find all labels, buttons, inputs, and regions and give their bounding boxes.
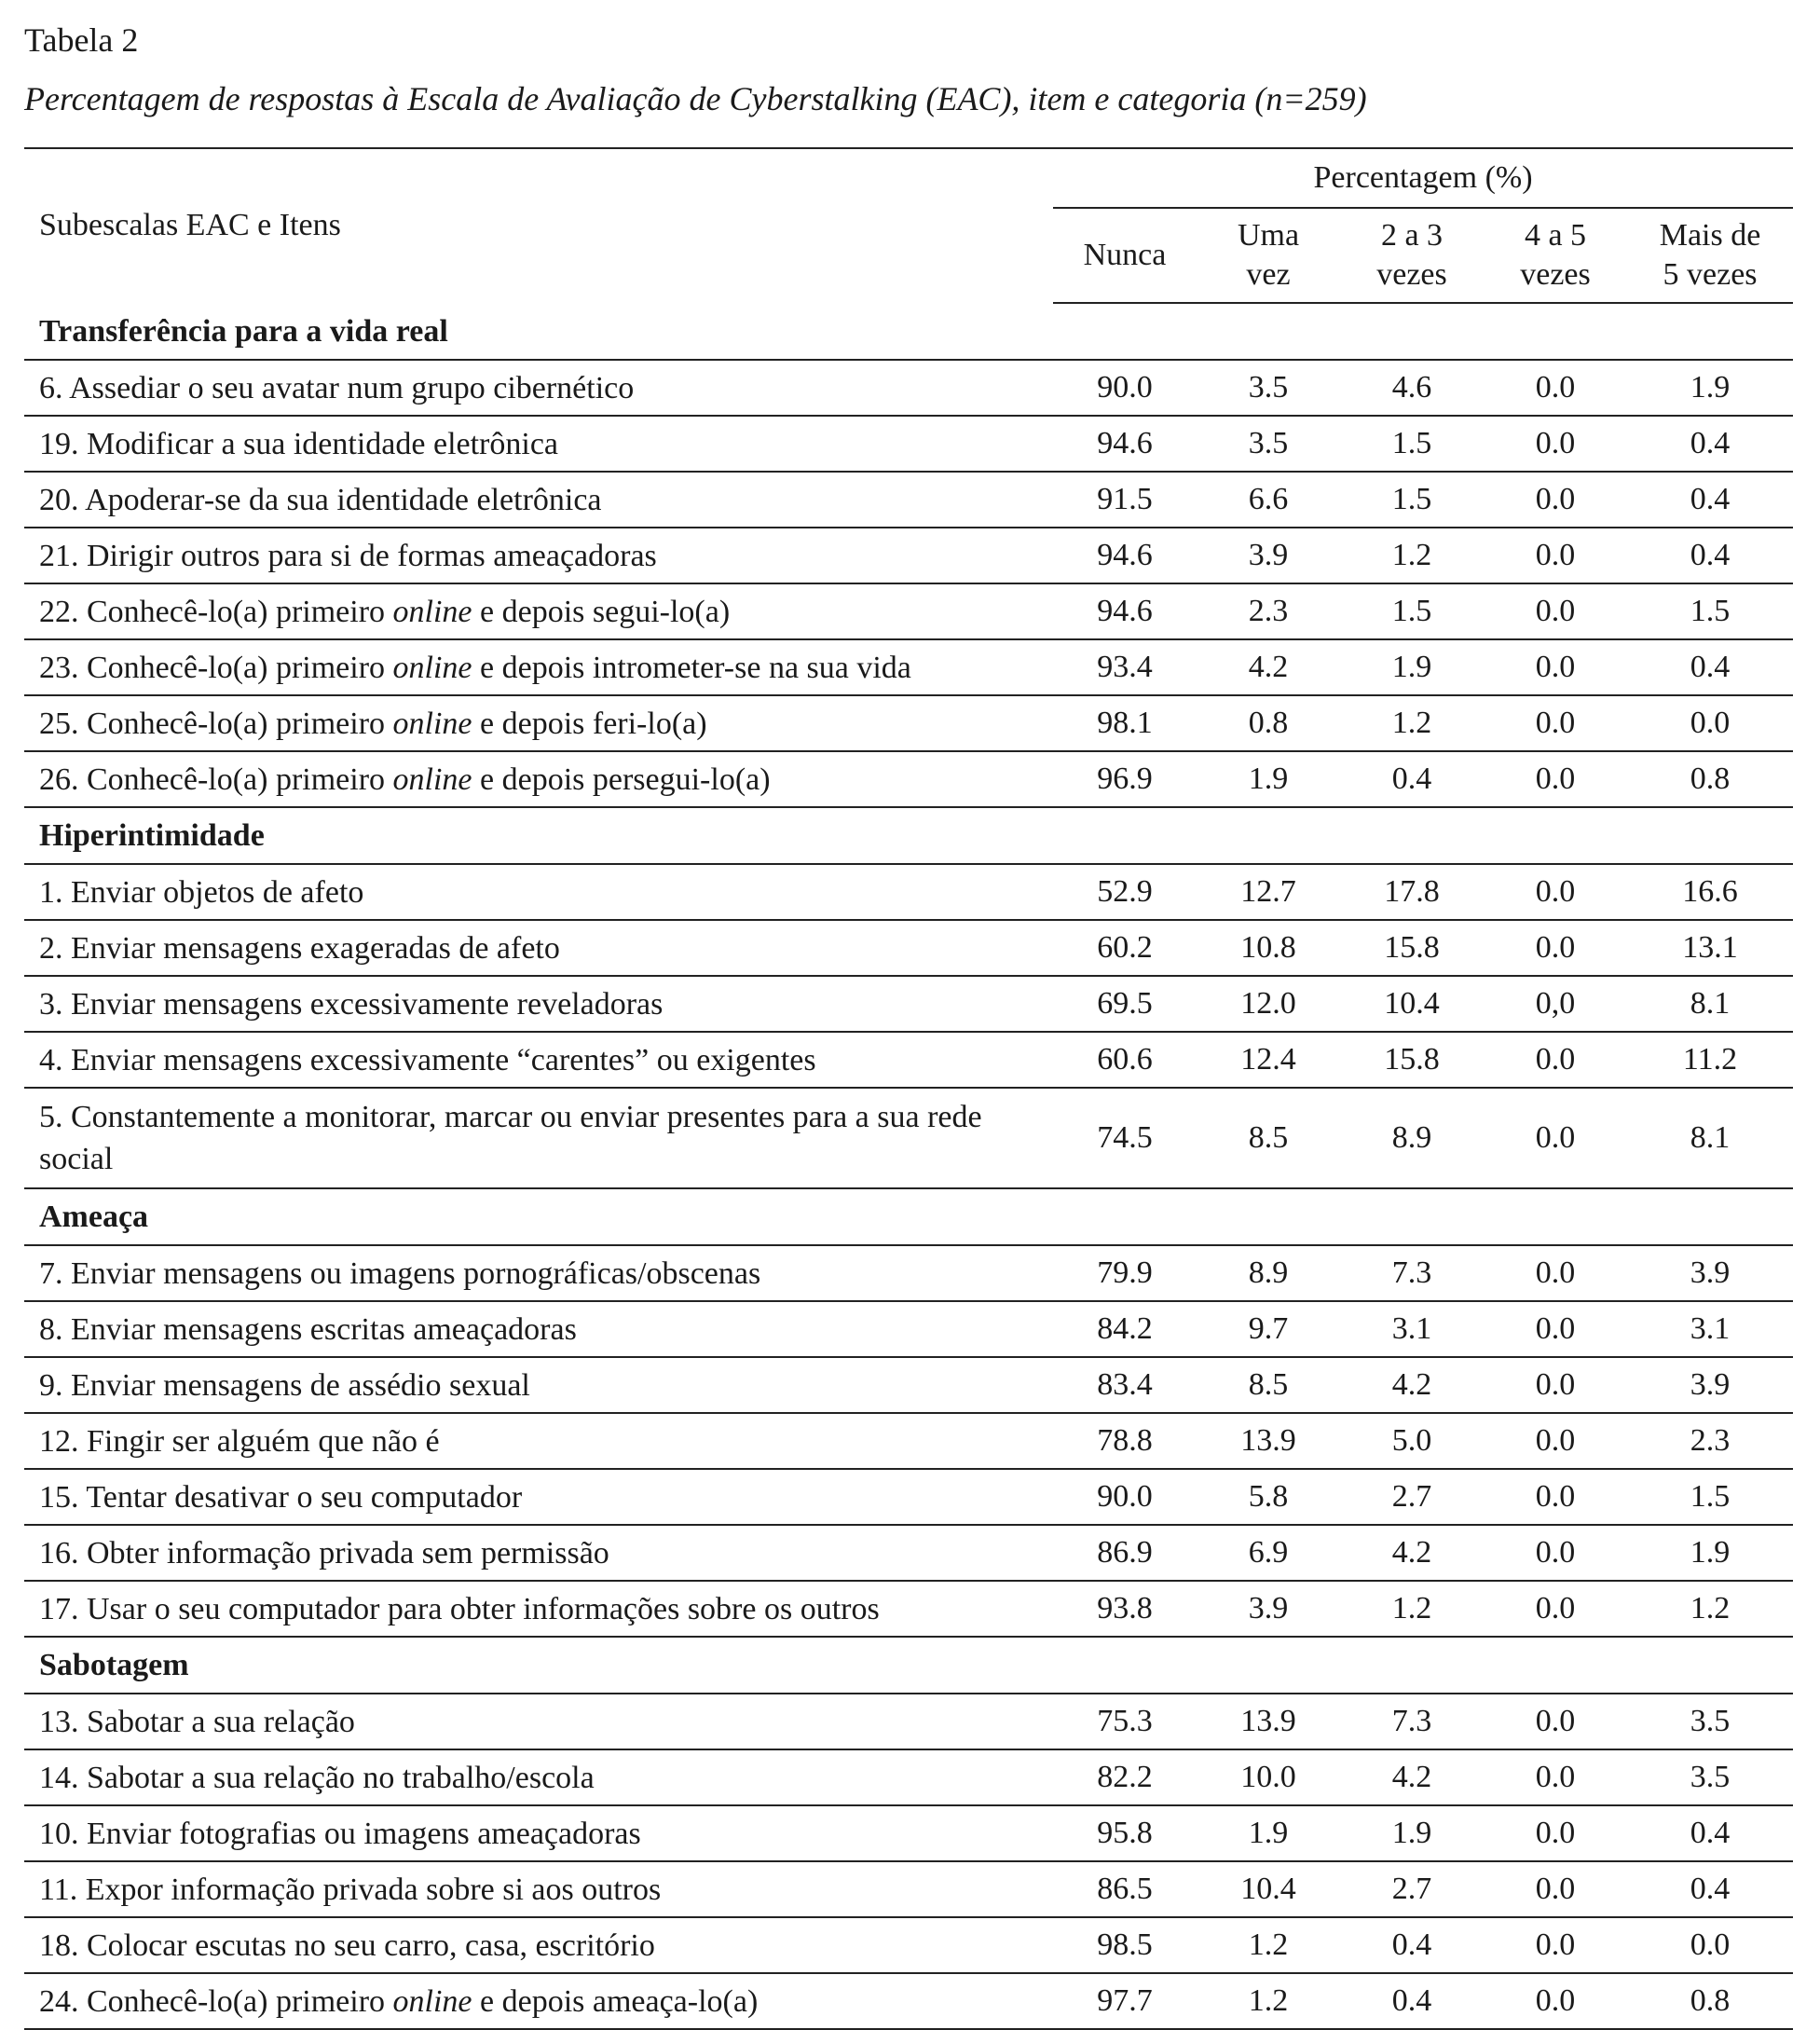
value-cell: 8.1	[1627, 976, 1793, 1032]
section-title: Ameaça	[24, 1188, 1793, 1245]
value-cell: 0.0	[1484, 1749, 1627, 1805]
value-cell: 0.0	[1484, 583, 1627, 639]
value-cell: 91.5	[1053, 472, 1197, 528]
item-text: 24. Conhecê-lo(a) primeiro	[39, 1983, 393, 2019]
item-text: 8. Enviar mensagens escritas ameaçadoras	[39, 1311, 577, 1347]
table-row	[24, 1357, 1793, 1413]
value-cell: 8.5	[1197, 1357, 1340, 1413]
value-cell: 78.8	[1053, 1413, 1197, 1469]
column-header	[1053, 208, 1197, 303]
table-row	[24, 528, 1793, 583]
item-text: 6. Assediar o seu avatar num grupo cibernético	[39, 370, 635, 405]
table-row	[24, 1917, 1793, 1973]
item-label	[24, 1694, 1053, 1749]
value-cell: 0,0	[1484, 976, 1627, 1032]
item-text: e depois intrometer-se na sua vida	[472, 650, 911, 685]
value-cell: 0.8	[1627, 1973, 1793, 2029]
item-text: 16. Obter informação privada sem permissão	[39, 1535, 609, 1571]
section-row	[24, 1637, 1793, 1694]
item-text: 23. Conhecê-lo(a) primeiro	[39, 650, 393, 685]
value-cell: 0.0	[1484, 1088, 1627, 1188]
item-text-italic: online	[392, 650, 472, 685]
value-cell: 1.9	[1340, 639, 1484, 695]
value-cell: 97.7	[1053, 1973, 1197, 2029]
value-cell: 69.5	[1053, 976, 1197, 1032]
item-label	[24, 528, 1053, 583]
item-label	[24, 1917, 1053, 1973]
value-cell: 12.7	[1197, 864, 1340, 920]
table-caption: Percentagem de respostas à Escala de Avaliação de Cyberstalking (EAC), item e categoria (n=259)	[24, 80, 1367, 117]
value-cell: 3.5	[1627, 1694, 1793, 1749]
value-cell: 0.0	[1484, 1413, 1627, 1469]
item-label	[24, 976, 1053, 1032]
section-title: Transferência para a vida real	[24, 303, 1793, 360]
value-cell: 13.1	[1627, 920, 1793, 976]
item-text-italic: online	[392, 706, 472, 741]
value-cell: 0.4	[1627, 472, 1793, 528]
column-header	[1484, 208, 1627, 303]
table-label: Tabela 2	[24, 21, 139, 59]
value-cell: 0.0	[1484, 472, 1627, 528]
group-header: Percentagem (%)	[1053, 148, 1793, 208]
value-cell: 13.9	[1197, 1413, 1340, 1469]
value-cell: 0.0	[1484, 639, 1627, 695]
value-cell: 0.4	[1627, 639, 1793, 695]
value-cell: 2.3	[1627, 1413, 1793, 1469]
value-cell: 3.1	[1340, 1301, 1484, 1357]
item-text: 1. Enviar objetos de afeto	[39, 874, 364, 910]
item-text: 11. Expor informação privada sobre si aos outros	[39, 1872, 662, 1907]
column-header-line2: vezes	[1520, 257, 1591, 292]
value-cell: 0.4	[1627, 416, 1793, 472]
item-label	[24, 639, 1053, 695]
value-cell: 3.5	[1197, 416, 1340, 472]
table-row	[24, 1694, 1793, 1749]
table-row	[24, 695, 1793, 751]
table-row	[24, 1413, 1793, 1469]
value-cell: 0.0	[1484, 1805, 1627, 1861]
value-cell: 82.2	[1053, 1749, 1197, 1805]
value-cell: 96.9	[1053, 751, 1197, 807]
value-cell: 5.0	[1340, 1413, 1484, 1469]
column-header-line2: vezes	[1376, 257, 1447, 292]
value-cell: 13.9	[1197, 1694, 1340, 1749]
value-cell: 4.6	[1340, 360, 1484, 416]
value-cell: 93.4	[1053, 639, 1197, 695]
value-cell: 0.0	[1484, 416, 1627, 472]
value-cell: 6.9	[1197, 1525, 1340, 1581]
value-cell: 5.8	[1197, 1469, 1340, 1525]
value-cell: 98.5	[1053, 1917, 1197, 1973]
column-header	[1197, 208, 1340, 303]
value-cell: 93.8	[1053, 1581, 1197, 1637]
item-label	[24, 1413, 1053, 1469]
value-cell: 3.9	[1627, 1357, 1793, 1413]
value-cell: 3.9	[1627, 1245, 1793, 1301]
table-row	[24, 1301, 1793, 1357]
value-cell: 94.6	[1053, 416, 1197, 472]
value-cell: 0.4	[1627, 1861, 1793, 1917]
item-label	[24, 360, 1053, 416]
value-cell: 3.5	[1197, 360, 1340, 416]
item-text: 25. Conhecê-lo(a) primeiro	[39, 706, 393, 741]
item-text: 19. Modificar a sua identidade eletrônica	[39, 426, 558, 461]
item-text: 5. Constantemente a monitorar, marcar ou enviar presentes para a sua rede social	[39, 1100, 982, 1176]
value-cell: 79.9	[1053, 1245, 1197, 1301]
value-cell: 1.5	[1340, 583, 1484, 639]
value-cell: 3.1	[1627, 1301, 1793, 1357]
table-row	[24, 1245, 1793, 1301]
value-cell: 75.3	[1053, 1694, 1197, 1749]
value-cell: 2.7	[1340, 1469, 1484, 1525]
value-cell: 0.0	[1484, 360, 1627, 416]
section-row	[24, 1188, 1793, 1245]
table-row	[24, 751, 1793, 807]
item-text: 14. Sabotar a sua relação no trabalho/escola	[39, 1760, 595, 1795]
value-cell: 12.0	[1197, 976, 1340, 1032]
value-cell: 10.0	[1197, 1749, 1340, 1805]
table-row	[24, 1805, 1793, 1861]
table-row	[24, 1861, 1793, 1917]
item-label	[24, 472, 1053, 528]
value-cell: 90.0	[1053, 1469, 1197, 1525]
item-label	[24, 751, 1053, 807]
column-header	[1340, 208, 1484, 303]
value-cell: 0.4	[1340, 1917, 1484, 1973]
table-row	[24, 583, 1793, 639]
section-row	[24, 303, 1793, 360]
value-cell: 1.5	[1627, 1469, 1793, 1525]
value-cell: 60.6	[1053, 1032, 1197, 1088]
table-row	[24, 1469, 1793, 1525]
table-row	[24, 920, 1793, 976]
item-text: 10. Enviar fotografias ou imagens ameaçadoras	[39, 1816, 641, 1851]
item-label	[24, 1861, 1053, 1917]
value-cell: 8.5	[1197, 1088, 1340, 1188]
value-cell: 0.0	[1627, 695, 1793, 751]
item-text: e depois persegui-lo(a)	[472, 761, 771, 797]
value-cell: 7.3	[1340, 1694, 1484, 1749]
value-cell: 8.9	[1197, 1245, 1340, 1301]
item-text-italic: online	[392, 1983, 472, 2019]
value-cell: 10.4	[1340, 976, 1484, 1032]
item-text: 20. Apoderar-se da sua identidade eletrônica	[39, 482, 602, 517]
item-label	[24, 1525, 1053, 1581]
item-label	[24, 1973, 1053, 2029]
value-cell: 86.5	[1053, 1861, 1197, 1917]
value-cell: 12.4	[1197, 1032, 1340, 1088]
stub-header: Subescalas EAC e Itens	[24, 148, 1053, 303]
value-cell: 2.3	[1197, 583, 1340, 639]
value-cell: 0.0	[1484, 1973, 1627, 2029]
table-row	[24, 1032, 1793, 1088]
value-cell: 0.8	[1627, 751, 1793, 807]
value-cell: 0.0	[1484, 1525, 1627, 1581]
item-text: 18. Colocar escutas no seu carro, casa, escritório	[39, 1927, 655, 1963]
value-cell: 0.4	[1340, 1973, 1484, 2029]
item-text: e depois segui-lo(a)	[472, 594, 731, 629]
column-header	[1627, 208, 1793, 303]
table-row	[24, 416, 1793, 472]
value-cell: 17.8	[1340, 864, 1484, 920]
value-cell: 0.0	[1484, 920, 1627, 976]
table-row	[24, 360, 1793, 416]
value-cell: 16.6	[1627, 864, 1793, 920]
value-cell: 15.8	[1340, 1032, 1484, 1088]
value-cell: 0.4	[1340, 751, 1484, 807]
column-header-line1: 4 a 5	[1524, 218, 1587, 253]
value-cell: 15.8	[1340, 920, 1484, 976]
value-cell: 0.0	[1484, 1861, 1627, 1917]
item-text: 17. Usar o seu computador para obter informações sobre os outros	[39, 1591, 880, 1626]
value-cell: 4.2	[1340, 1749, 1484, 1805]
item-label	[24, 1301, 1053, 1357]
value-cell: 1.2	[1340, 1581, 1484, 1637]
item-label	[24, 1357, 1053, 1413]
item-text: 2. Enviar mensagens exageradas de afeto	[39, 930, 560, 966]
value-cell: 0.8	[1197, 695, 1340, 751]
section-title: Hiperintimidade	[24, 807, 1793, 864]
value-cell: 2.7	[1340, 1861, 1484, 1917]
value-cell: 1.9	[1340, 1805, 1484, 1861]
table-row	[24, 639, 1793, 695]
item-text: 3. Enviar mensagens excessivamente reveladoras	[39, 986, 664, 1022]
item-label	[24, 920, 1053, 976]
item-label	[24, 1032, 1053, 1088]
item-label	[24, 416, 1053, 472]
column-header-line1: 2 a 3	[1380, 218, 1444, 253]
column-header-line2: 5 vezes	[1663, 257, 1758, 292]
value-cell: 9.7	[1197, 1301, 1340, 1357]
value-cell: 0.0	[1484, 864, 1627, 920]
value-cell: 0.0	[1484, 1032, 1627, 1088]
value-cell: 0.0	[1484, 695, 1627, 751]
item-text: 15. Tentar desativar o seu computador	[39, 1479, 523, 1515]
table-row	[24, 472, 1793, 528]
value-cell: 74.5	[1053, 1088, 1197, 1188]
item-label	[24, 1245, 1053, 1301]
value-cell: 8.1	[1627, 1088, 1793, 1188]
value-cell: 4.2	[1340, 1525, 1484, 1581]
value-cell: 1.5	[1340, 472, 1484, 528]
item-text-italic: online	[392, 761, 472, 797]
value-cell: 6.6	[1197, 472, 1340, 528]
item-text: 21. Dirigir outros para si de formas ameaçadoras	[39, 538, 657, 573]
value-cell: 98.1	[1053, 695, 1197, 751]
item-label	[24, 1805, 1053, 1861]
table-row	[24, 1581, 1793, 1637]
value-cell: 0.4	[1627, 1805, 1793, 1861]
item-label	[24, 864, 1053, 920]
value-cell: 1.9	[1627, 1525, 1793, 1581]
value-cell: 1.2	[1197, 1973, 1340, 2029]
value-cell: 7.3	[1340, 1245, 1484, 1301]
item-text: 12. Fingir ser alguém que não é	[39, 1423, 440, 1459]
value-cell: 1.5	[1627, 583, 1793, 639]
value-cell: 0.0	[1484, 1469, 1627, 1525]
value-cell: 1.9	[1627, 360, 1793, 416]
value-cell: 94.6	[1053, 583, 1197, 639]
value-cell: 60.2	[1053, 920, 1197, 976]
table-row	[24, 1525, 1793, 1581]
value-cell: 94.6	[1053, 528, 1197, 583]
value-cell: 8.9	[1340, 1088, 1484, 1188]
item-text: 9. Enviar mensagens de assédio sexual	[39, 1367, 530, 1403]
value-cell: 1.2	[1340, 528, 1484, 583]
value-cell: 4.2	[1340, 1357, 1484, 1413]
section-title: Sabotagem	[24, 1637, 1793, 1694]
value-cell: 84.2	[1053, 1301, 1197, 1357]
item-text: 7. Enviar mensagens ou imagens pornográficas/obscenas	[39, 1255, 761, 1291]
value-cell: 0.0	[1484, 1917, 1627, 1973]
column-header-line1: Mais de	[1659, 218, 1761, 253]
item-text: 22. Conhecê-lo(a) primeiro	[39, 594, 393, 629]
item-text: 26. Conhecê-lo(a) primeiro	[39, 761, 393, 797]
value-cell: 52.9	[1053, 864, 1197, 920]
item-text: e depois feri-lo(a)	[472, 706, 707, 741]
value-cell: 10.4	[1197, 1861, 1340, 1917]
value-cell: 90.0	[1053, 360, 1197, 416]
data-table	[24, 147, 1793, 2030]
value-cell: 1.9	[1197, 751, 1340, 807]
value-cell: 83.4	[1053, 1357, 1197, 1413]
value-cell: 0.0	[1627, 1917, 1793, 1973]
value-cell: 3.9	[1197, 1581, 1340, 1637]
value-cell: 1.2	[1197, 1917, 1340, 1973]
table-row	[24, 1973, 1793, 2029]
item-label	[24, 583, 1053, 639]
item-label	[24, 1749, 1053, 1805]
value-cell: 1.2	[1627, 1581, 1793, 1637]
column-header-line1: Uma	[1237, 218, 1300, 253]
value-cell: 1.2	[1340, 695, 1484, 751]
table-row	[24, 976, 1793, 1032]
value-cell: 4.2	[1197, 639, 1340, 695]
column-header-line2: vez	[1246, 257, 1291, 292]
value-cell: 95.8	[1053, 1805, 1197, 1861]
value-cell: 1.5	[1340, 416, 1484, 472]
table-row	[24, 1749, 1793, 1805]
value-cell: 0.0	[1484, 751, 1627, 807]
table-row	[24, 1088, 1793, 1188]
value-cell: 0.0	[1484, 1581, 1627, 1637]
value-cell: 86.9	[1053, 1525, 1197, 1581]
column-header-line1: Nunca	[1083, 238, 1167, 272]
item-text: e depois ameaça-lo(a)	[472, 1983, 759, 2019]
item-label	[24, 1469, 1053, 1525]
value-cell: 0.4	[1627, 528, 1793, 583]
value-cell: 3.5	[1627, 1749, 1793, 1805]
value-cell: 0.0	[1484, 1245, 1627, 1301]
item-text-italic: online	[392, 594, 472, 629]
item-label	[24, 1088, 1053, 1188]
table-row	[24, 864, 1793, 920]
value-cell: 0.0	[1484, 1301, 1627, 1357]
item-text: 4. Enviar mensagens excessivamente “carentes” ou exigentes	[39, 1042, 816, 1077]
value-cell: 0.0	[1484, 528, 1627, 583]
value-cell: 1.9	[1197, 1805, 1340, 1861]
item-text: 13. Sabotar a sua relação	[39, 1704, 355, 1739]
item-label	[24, 1581, 1053, 1637]
section-row	[24, 807, 1793, 864]
value-cell: 11.2	[1627, 1032, 1793, 1088]
value-cell: 3.9	[1197, 528, 1340, 583]
value-cell: 10.8	[1197, 920, 1340, 976]
value-cell: 0.0	[1484, 1694, 1627, 1749]
value-cell: 0.0	[1484, 1357, 1627, 1413]
item-label	[24, 695, 1053, 751]
